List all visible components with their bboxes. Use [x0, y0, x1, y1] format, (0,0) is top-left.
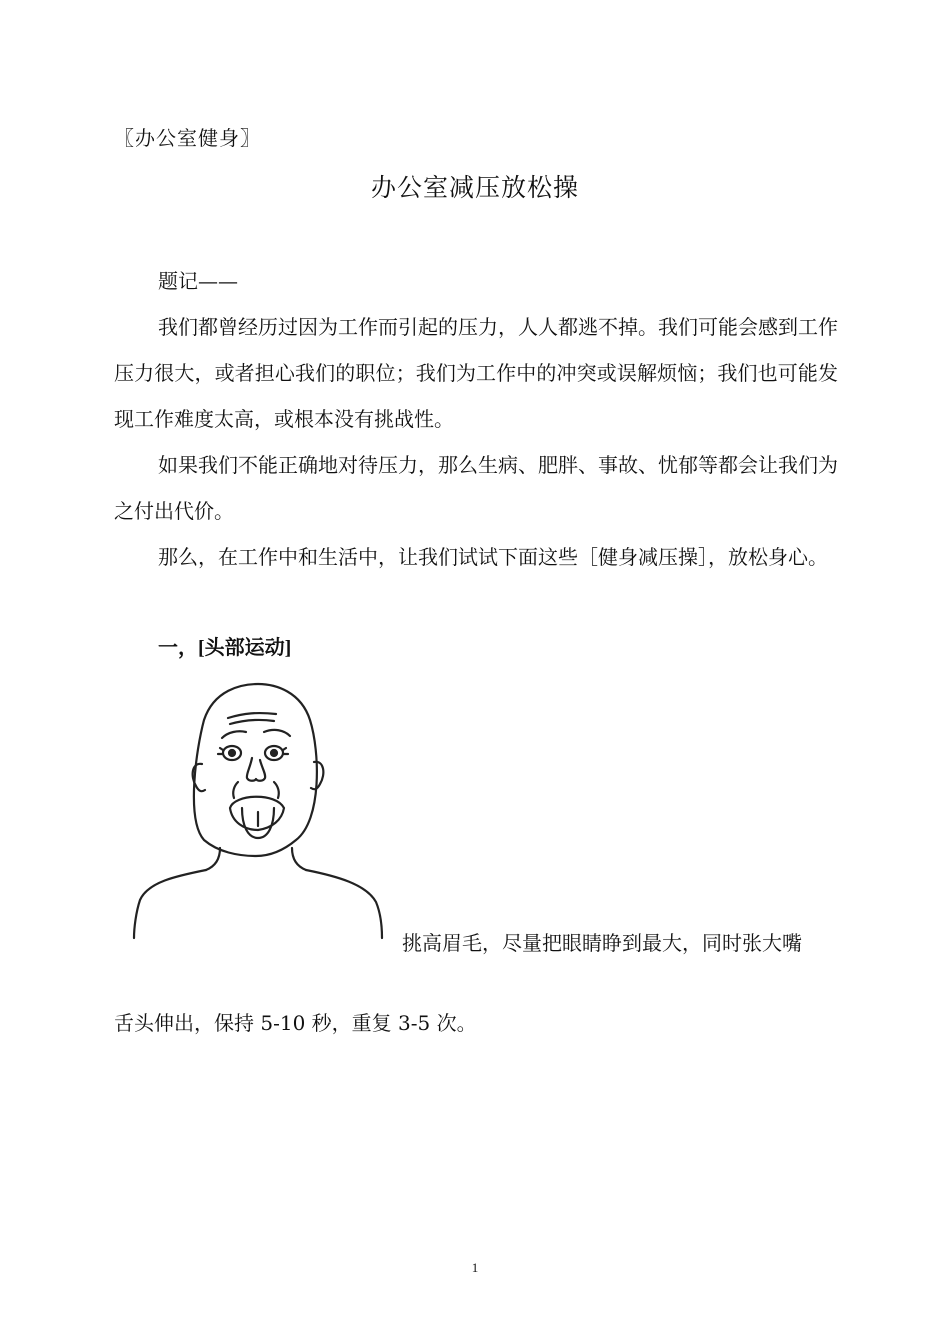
exercise-instruction-line2: 舌头伸出，保持 5-10 秒，重复 3-5 次。: [114, 1011, 477, 1035]
face-exercise-illustration: [126, 680, 390, 942]
category-label: 〖办公室健身〗: [114, 126, 261, 150]
paragraph-intro: 我们都曾经历过因为工作而引起的压力，人人都逃不掉。我们可能会感到工作压力很大，或者担心我们的职位；我们为工作中的冲突或误解烦恼；我们也可能发现工作难度太高，或根本没有挑战性。: [114, 315, 838, 431]
section-heading-head-exercise: 一，[头部运动]: [158, 637, 292, 659]
exercise-instruction-line1: 挑高眉毛，尽量把眼睛睁到最大，同时张大嘴: [402, 931, 802, 955]
page-number: 1: [471, 1260, 479, 1275]
epigraph-label: 题记——: [158, 269, 238, 293]
paragraph-invitation: 那么，在工作中和生活中，让我们试试下面这些［健身减压操］，放松身心。: [158, 545, 828, 569]
paragraph-consequences: 如果我们不能正确地对待压力，那么生病、肥胖、事故、忧郁等都会让我们为之付出代价。: [114, 453, 838, 523]
page-title: 办公室减压放松操: [370, 173, 579, 202]
